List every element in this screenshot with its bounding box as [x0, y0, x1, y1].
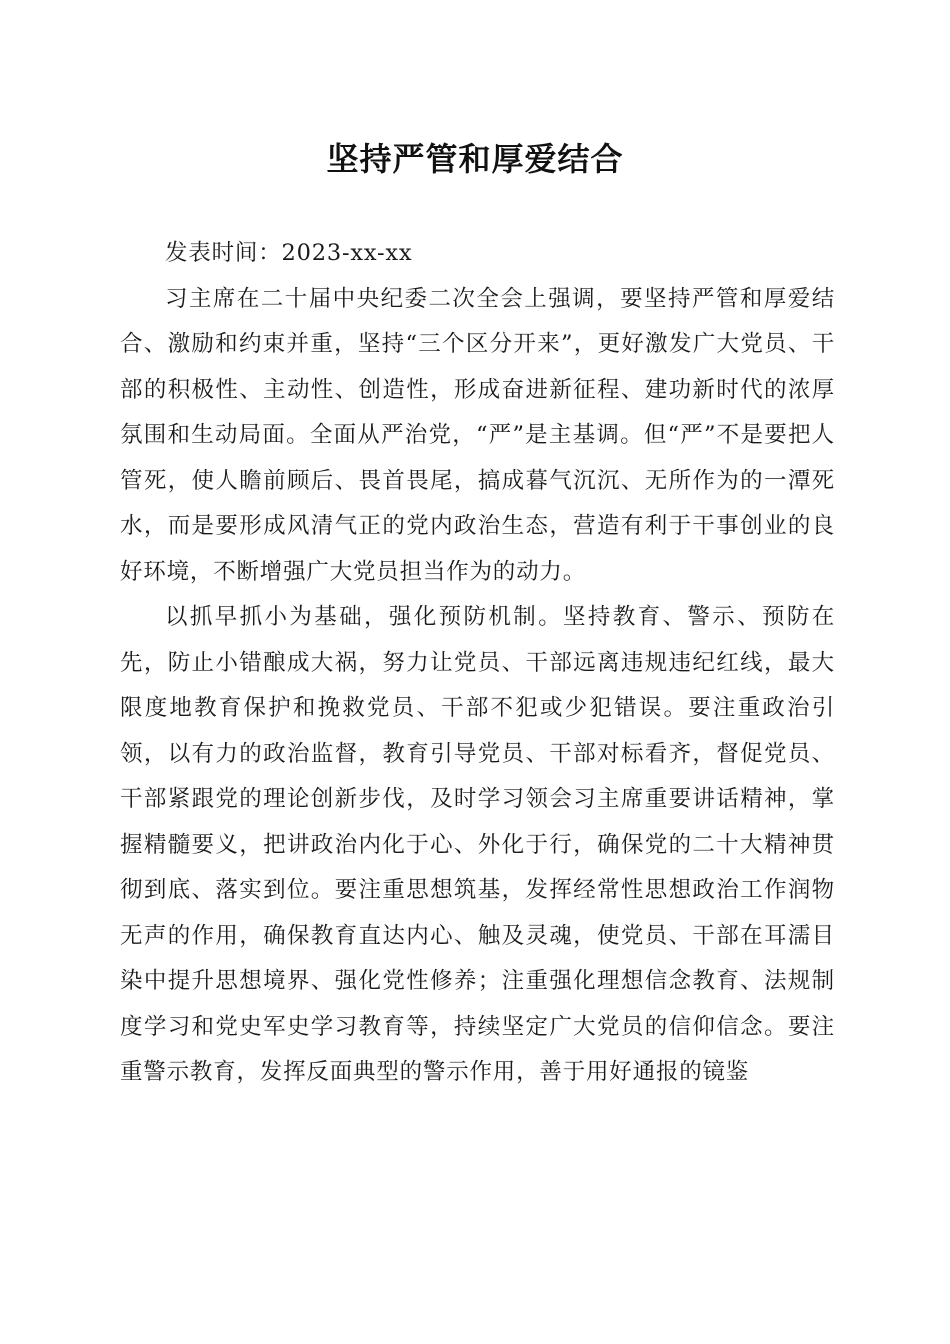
- paragraph: 习主席在二十届中央纪委二次全会上强调，要坚持严管和厚爱结合、激励和约束并重，坚持“三个区分开来”，更好激发广大党员、干部的积极性、主动性、创造性，形成奋进新征程、建功新时代的浓厚氛围和生动局面。全面从严治党，“严”是主基调。但“严”不是要把人管死，使人瞻前顾后、畏首畏尾，搞成暮气沉沉、无所作为的一潭死水，而是要形成风清气正的党内政治生态，营造有利于干事创业的良好环境，不断增强广大党员担当作为的动力。: [120, 285, 835, 585]
- document-title: 坚持严管和厚爱结合: [326, 140, 624, 178]
- paragraph: 以抓早抓小为基础，强化预防机制。坚持教育、警示、预防在先，防止小错酿成大祸，努力让党员、干部远离违规违纪红线，最大限度地教育保护和挽救党员、干部不犯或少犯错误。要注重政治引领，以有力的政治监督，教育引导党员、干部对标看齐，督促党员、干部紧跟党的理论创新步伐，及时学习领会习主席重要讲话精神，掌握精髓要义，把讲政治内化于心、外化于行，确保党的二十大精神贯彻到底、落实到位。要注重思想筑基，发挥经常性思想政治工作润物无声的作用，确保教育直达内心、触及灵魂，使党员、干部在耳濡目染中提升思想境界、强化党性修养；注重强化理想信念教育、法规制度学习和党史军史学习教育等，持续坚定广大党员的信仰信念。要注重警示教育，发挥反面典型的警示作用，善于用好通报的镜鉴: [120, 604, 835, 1085]
- document-body: [120, 231, 835, 1096]
- publish-date-line: 发表时间：2023-xx-xx: [165, 240, 413, 266]
